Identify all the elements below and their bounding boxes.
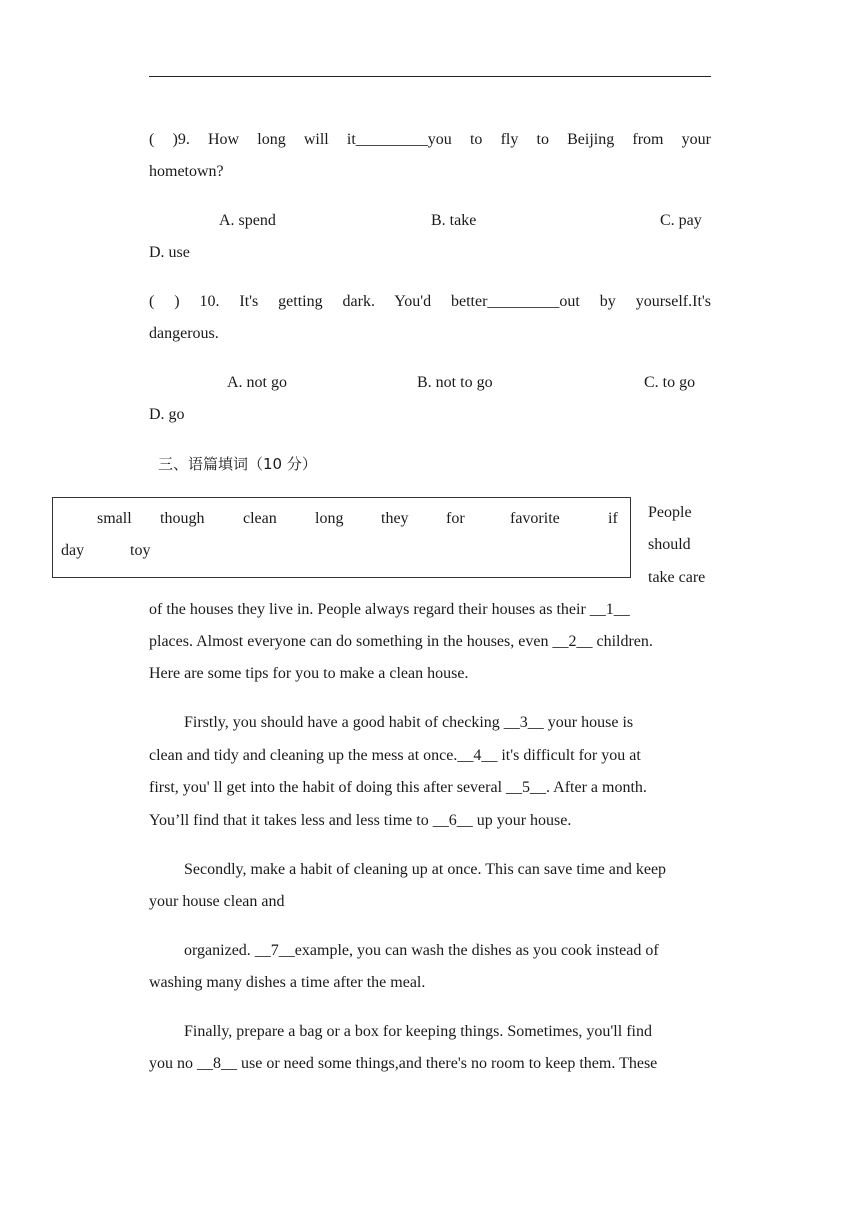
- header-rule: [149, 76, 711, 77]
- passage-line: Here are some tips for you to make a clean house.: [149, 665, 469, 682]
- word-bank-item: toy: [130, 542, 151, 559]
- passage-side-line: should: [648, 536, 691, 553]
- passage-side-line: take care: [648, 569, 706, 586]
- word-bank-box: [52, 497, 631, 578]
- word-bank-item: day: [61, 542, 85, 559]
- word-bank-item: clean: [243, 510, 277, 527]
- passage-line: you no __8__ use or need some things,and there's no room to keep them. These: [149, 1055, 658, 1072]
- word-bank-item: for: [446, 510, 465, 527]
- word-bank-item: they: [381, 510, 409, 527]
- question-9-option-c: C. pay: [660, 212, 702, 229]
- question-10-option-d: D. go: [149, 406, 185, 423]
- question-10-stem-continued: dangerous.: [149, 325, 219, 342]
- passage-line: Firstly, you should have a good habit of checking __3__ your house is: [184, 714, 634, 731]
- question-10-stem: ( ) 10. It's getting dark. You'd better_________out by yourself.It's: [149, 293, 711, 310]
- passage-line: Finally, prepare a bag or a box for keeping things. Sometimes, you'll find: [184, 1023, 652, 1040]
- passage-line: clean and tidy and cleaning up the mess at once.__4__ it's difficult for you at: [149, 747, 641, 764]
- word-bank-item: favorite: [510, 510, 560, 527]
- passage-line: organized. __7__example, you can wash the dishes as you cook instead of: [184, 942, 659, 959]
- section-heading: 三、语篇填词（10 分）: [158, 455, 317, 473]
- passage-line: You’ll find that it takes less and less time to __6__ up your house.: [149, 812, 572, 829]
- passage-line: places. Almost everyone can do something in the houses, even __2__ children.: [149, 633, 653, 650]
- passage-line: of the houses they live in. People always regard their houses as their __1__: [149, 601, 630, 618]
- passage-side-line: People: [648, 504, 692, 521]
- question-9-option-b: B. take: [431, 212, 477, 229]
- question-10-option-b: B. not to go: [417, 374, 493, 391]
- word-bank-item: long: [315, 510, 344, 527]
- question-9-stem: ( )9. How long will it_________you to fly to Beijing from your: [149, 131, 711, 148]
- question-9-option-a: A. spend: [219, 212, 276, 229]
- question-10-option-a: A. not go: [227, 374, 287, 391]
- word-bank-item: though: [160, 510, 205, 527]
- question-10-option-c: C. to go: [644, 374, 696, 391]
- passage-line: first, you' ll get into the habit of doing this after several __5__. After a month.: [149, 779, 647, 796]
- question-9-stem-continued: hometown?: [149, 163, 224, 180]
- question-9-option-d: D. use: [149, 244, 190, 261]
- passage-line: Secondly, make a habit of cleaning up at once. This can save time and keep: [184, 861, 667, 878]
- word-bank-item: if: [608, 510, 618, 527]
- word-bank-item: small: [97, 510, 132, 527]
- passage-line: your house clean and: [149, 893, 285, 910]
- passage-line: washing many dishes a time after the meal.: [149, 974, 426, 991]
